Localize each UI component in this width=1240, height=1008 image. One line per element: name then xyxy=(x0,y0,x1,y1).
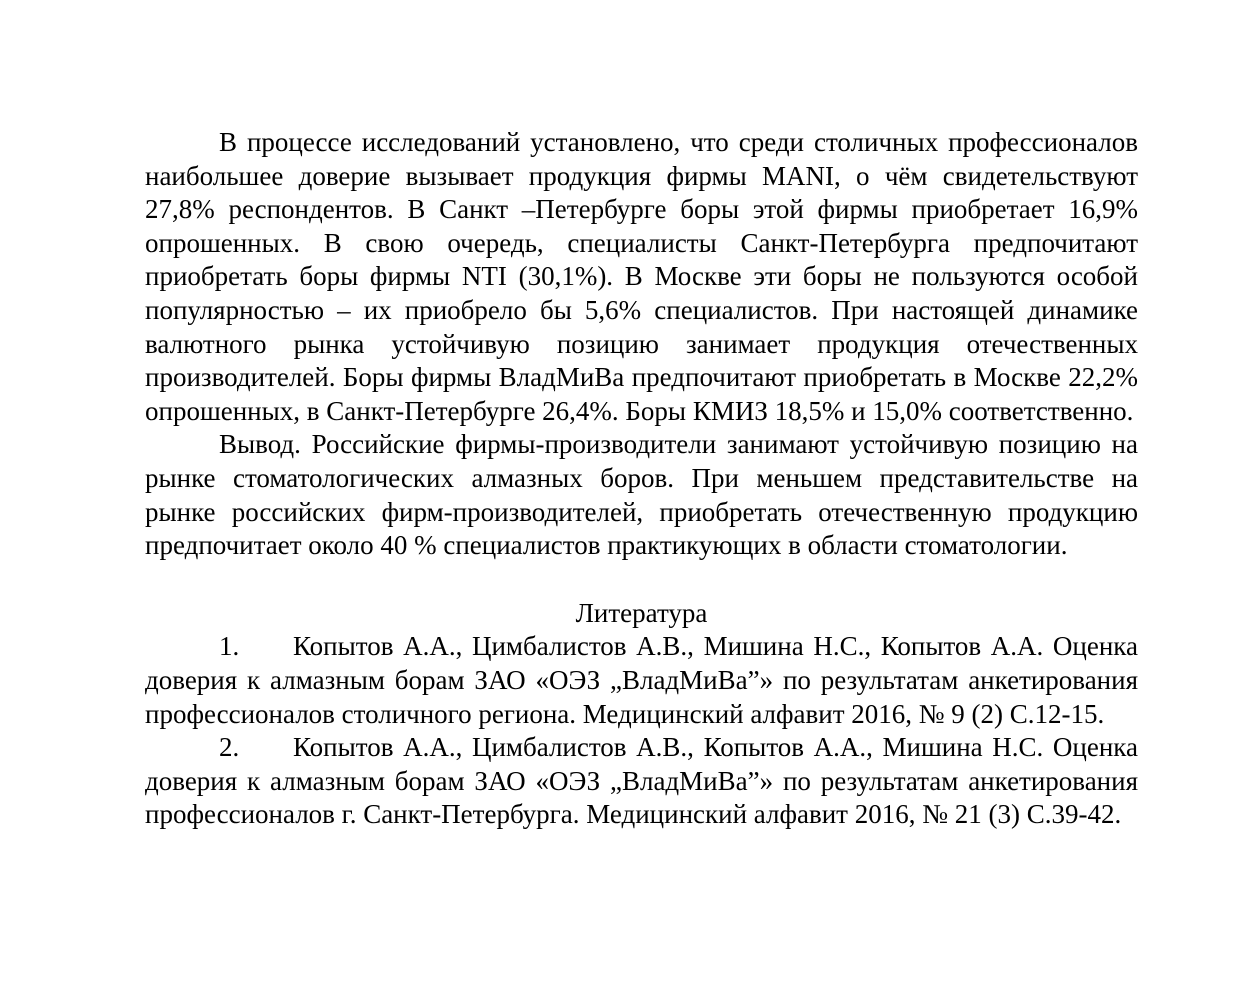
references-heading: Литература xyxy=(575,597,708,628)
body-paragraph-conclusion: Вывод. Российские фирмы-производители занимают устойчивую позицию на рынке стоматологических алмазных боров. При меньшем представительстве на рынке российских фирм-производителей, приобретать отечественную продукцию предпочитает около 40 % специалистов практикующих в области стоматологии. xyxy=(145,429,1138,561)
references-list xyxy=(145,630,1138,832)
reference-number: 1. xyxy=(219,631,240,662)
document-page xyxy=(145,126,1138,832)
reference-item xyxy=(145,731,1138,832)
reference-text: Копытов А.А., Цимбалистов А.В., Мишина Н.С., Копытов А.А. Оценка доверия к алмазным борам ЗАО «ОЭЗ „ВладМиВа”» по результатам анкетирования профессионалов столичного региона. Медицинский алфавит 2016, № 9 (2) С.12-15. xyxy=(145,631,1138,729)
reference-number: 2. xyxy=(219,732,240,763)
reference-item xyxy=(145,630,1138,731)
reference-text: Копытов А.А., Цимбалистов А.В., Копытов А.А., Мишина Н.С. Оценка доверия к алмазным борам ЗАО «ОЭЗ „ВладМиВа”» по результатам анкетирования профессионалов г. Санкт-Петербурга. Медицинский алфавит 2016, № 21 (3) С.39-42. xyxy=(145,732,1138,830)
body-paragraph-results: В процессе исследований установлено, что среди столичных профессионалов наибольшее доверие вызывает продукция фирмы MANI, о чём свидетельствуют 27,8% респондентов. В Санкт –Петербурге боры этой фирмы приобретает 16,9% опрошенных. В свою очередь, специалисты Санкт-Петербурга предпочитают приобретать боры фирмы NTI (30,1%). В Москве эти боры не пользуются особой популярностью – их приобрело бы 5,6% специалистов. При настоящей динамике валютного рынка устойчивую позицию занимает продукция отечественных производителей. Боры фирмы ВладМиВа предпочитают приобретать в Москве 22,2% опрошенных, в Санкт-Петербурге 26,4%. Боры КМИЗ 18,5% и 15,0% соответственно. xyxy=(145,127,1138,426)
